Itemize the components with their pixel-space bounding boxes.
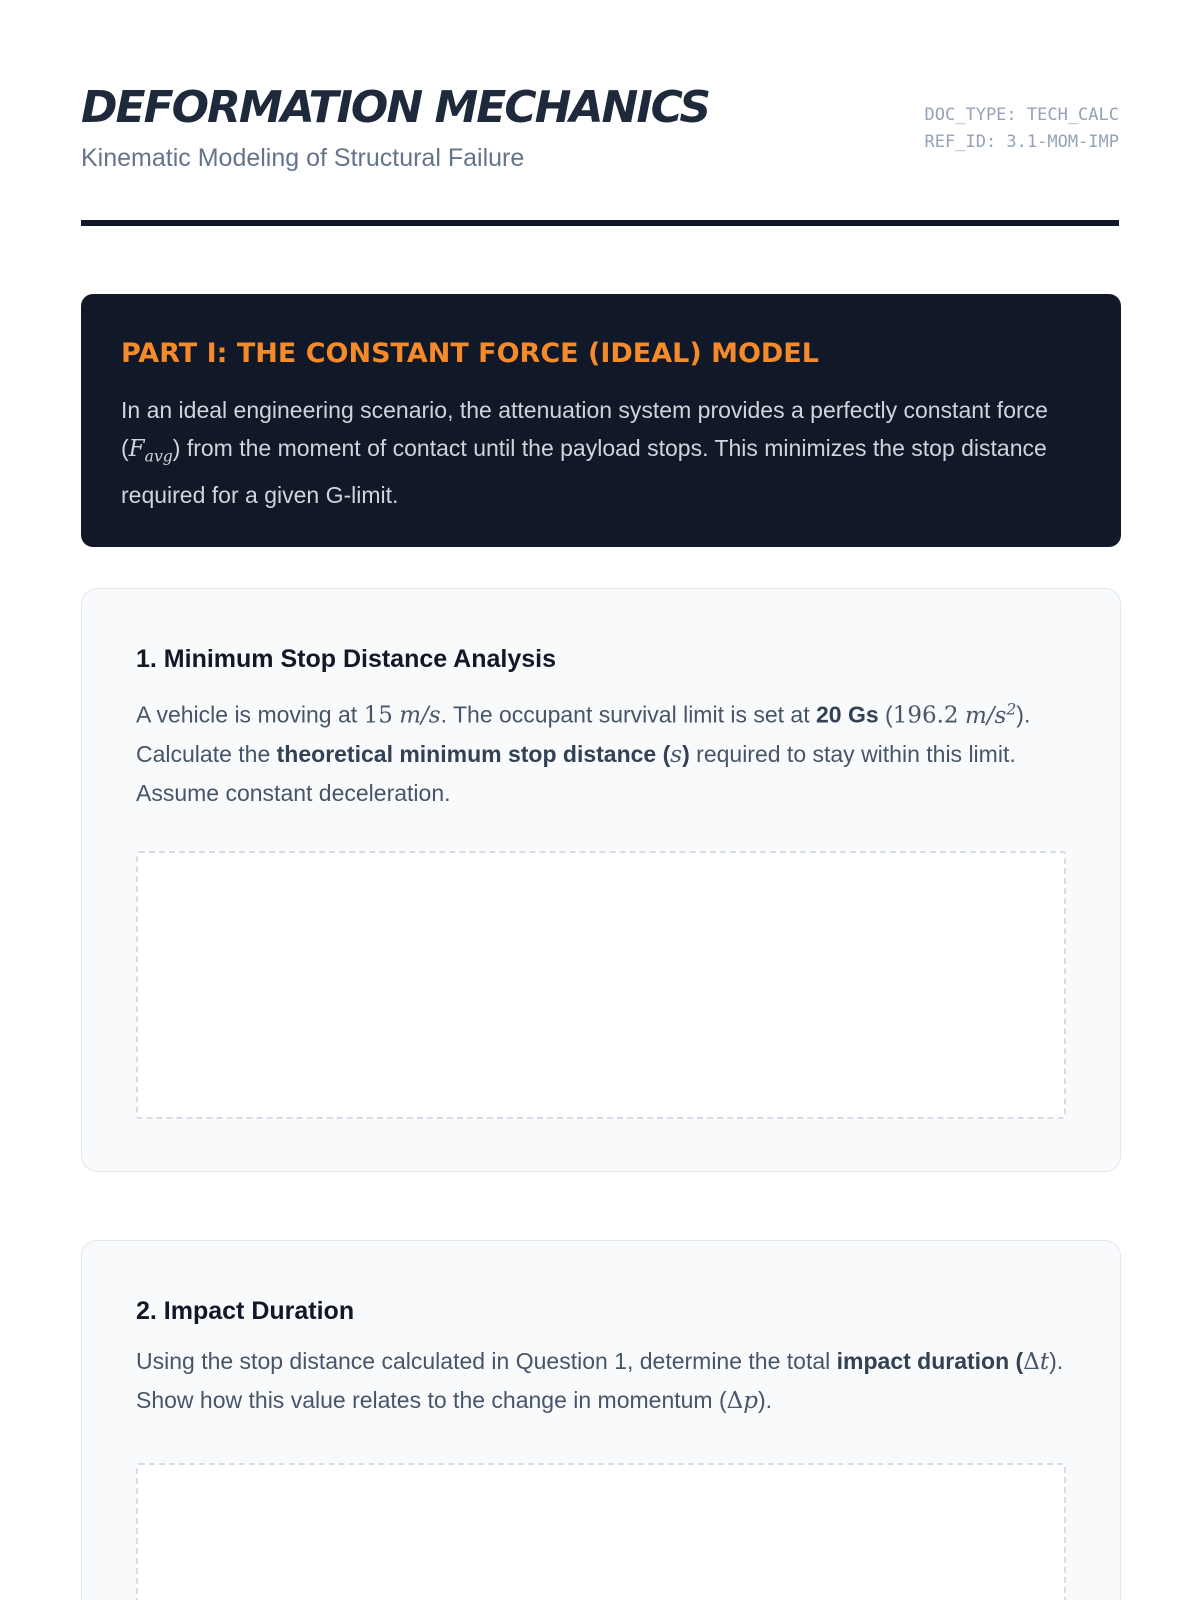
doc-type-label: DOC_TYPE: TECH_CALC: [924, 105, 1119, 125]
document-header: [81, 0, 1119, 226]
answer-area-1[interactable]: [136, 851, 1066, 1119]
part-title: PART I: THE CONSTANT FORCE (IDEAL) MODEL: [121, 338, 819, 369]
question-title-2: 2. Impact Duration: [136, 1297, 355, 1325]
page-title: DEFORMATION MECHANICS: [81, 82, 710, 133]
force-symbol: $F_{avg}$: [128, 436, 173, 466]
part-description: In an ideal engineering scenario, the attenuation system provides a perfectly constant force $(F_{avg})$ from the moment of contact until the payload stops. This minimizes the stop distance required for a given G-limit.: [121, 397, 1048, 508]
answer-area-2[interactable]: [136, 1463, 1066, 1600]
part-intro-panel: [81, 294, 1121, 547]
ref-id-label: REF_ID: 3.1-MOM-IMP: [924, 132, 1119, 152]
document-meta: [925, 102, 1119, 156]
question-card-1: [81, 588, 1121, 1172]
question-card-2: [81, 1240, 1121, 1600]
question-text-1: A vehicle is moving at 15 m/s. The occupant survival limit is set at 20 Gs (196.2 $m/s^2$). Calculate the theoretical minimum stop distance (s) required to stay within this limit. Assume constant deceleration.: [136, 699, 1031, 806]
question-title-1: 1. Minimum Stop Distance Analysis: [136, 645, 557, 673]
page-subtitle: Kinematic Modeling of Structural Failure: [81, 144, 525, 172]
question-text-2: Using the stop distance calculated in Question 1, determine the total impact duration (Δt). Show how this value relates to the change in momentum (Δp).: [136, 1348, 1064, 1414]
